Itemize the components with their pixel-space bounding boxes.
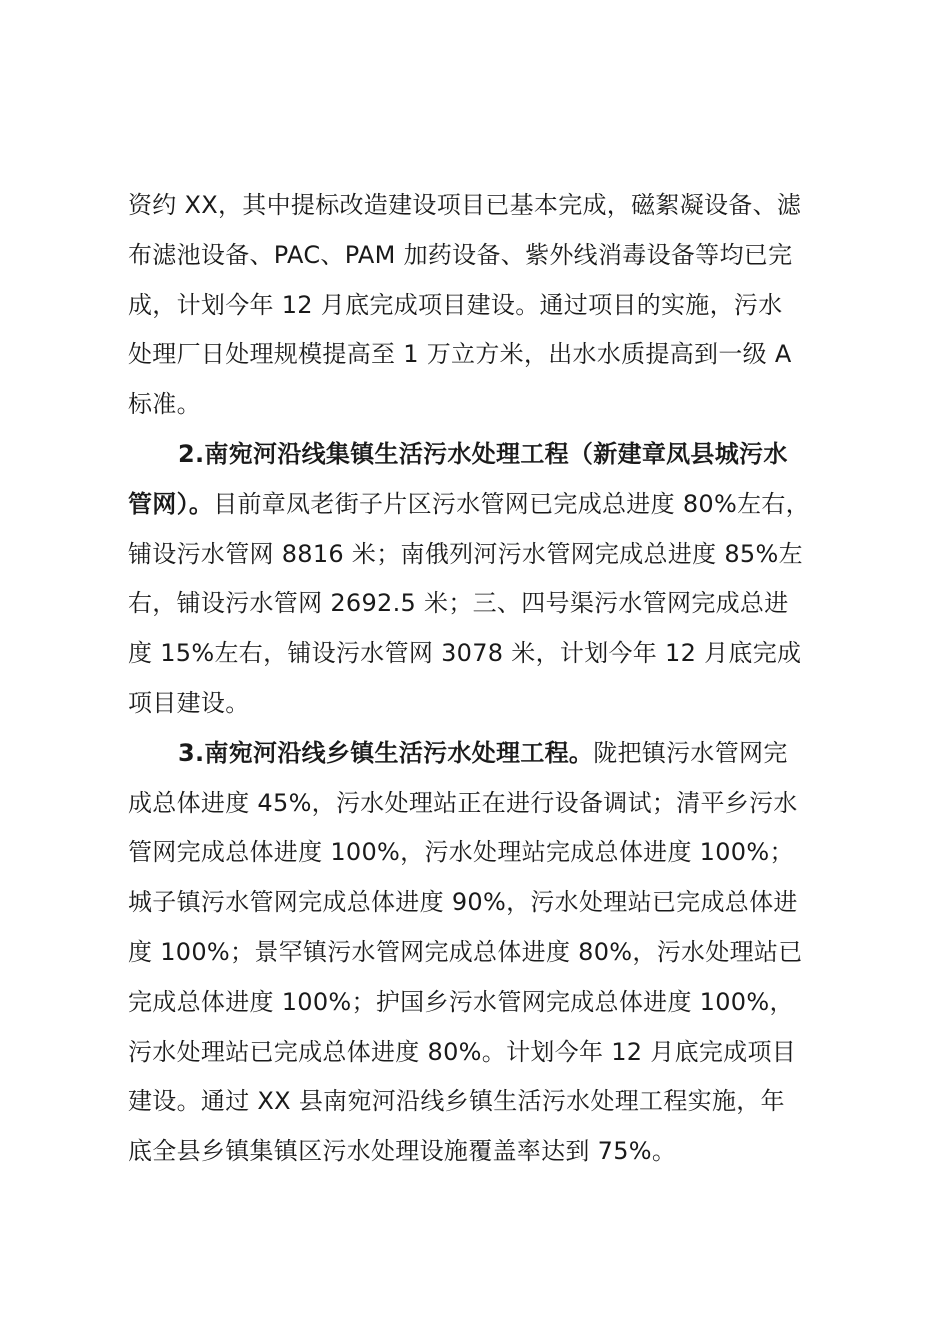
text-line: 成，计划今年 12 月底完成项目建设。通过项目的实施，污水: [128, 290, 783, 319]
text-line: 成总体进度 45%，污水处理站正在进行设备调试；清平乡污水: [128, 788, 798, 817]
text-line: [128, 480, 838, 530]
section-heading-3: 3.南宛河沿线乡镇生活污水处理工程。: [178, 738, 594, 767]
text-run: 陇把镇污水管网完: [593, 738, 788, 767]
text-line: 污水处理站已完成总体进度 80%。计划今年 12 月底完成项目: [128, 1037, 797, 1066]
text-line: 完成总体进度 100%；护国乡污水管网完成总体进度 100%，: [128, 987, 794, 1016]
paragraph-1: [128, 181, 838, 430]
text-line: 底全县乡镇集镇区污水处理设施覆盖率达到 75%。: [128, 1137, 677, 1166]
text-line: 标准。: [128, 390, 201, 419]
section-heading-line: [128, 430, 838, 480]
text-run: 目前章凤老街子片区污水管网已完成总进度 80%左右，: [213, 489, 810, 518]
text-line: 管网完成总体进度 100%，污水处理站完成总体进度 100%；: [128, 838, 794, 867]
section-heading-2: 2.南宛河沿线集镇生活污水处理工程（新建章凤县城污水: [178, 439, 788, 468]
text-line: 建设。通过 XX 县南宛河沿线乡镇生活污水处理工程实施，年: [128, 1087, 785, 1116]
text-line: 项目建设。: [128, 688, 250, 717]
text-line: 度 15%左右，铺设污水管网 3078 米，计划今年 12 月底完成: [128, 639, 802, 668]
section-heading-2-cont: 管网）。: [128, 489, 214, 518]
text-line: 布滤池设备、PAC、PAM 加药设备、紫外线消毒设备等均已完: [128, 240, 793, 269]
text-line: 度 100%；景罕镇污水管网完成总体进度 80%，污水处理站已: [128, 937, 803, 966]
document-body: [128, 181, 838, 1177]
paragraph-2: [128, 430, 838, 729]
text-line: [128, 729, 838, 779]
text-line: 城子镇污水管网完成总体进度 90%，污水处理站已完成总体进: [128, 888, 798, 917]
text-line: 处理厂日处理规模提高至 1 万立方米，出水水质提高到一级 A: [128, 340, 792, 369]
text-line: 右，铺设污水管网 2692.5 米；三、四号渠污水管网完成总进: [128, 589, 789, 618]
paragraph-3: [128, 729, 838, 1177]
text-line: 铺设污水管网 8816 米；南俄列河污水管网完成总进度 85%左: [128, 539, 803, 568]
text-line: 资约 XX，其中提标改造建设项目已基本完成，磁絮凝设备、滤: [128, 191, 802, 219]
